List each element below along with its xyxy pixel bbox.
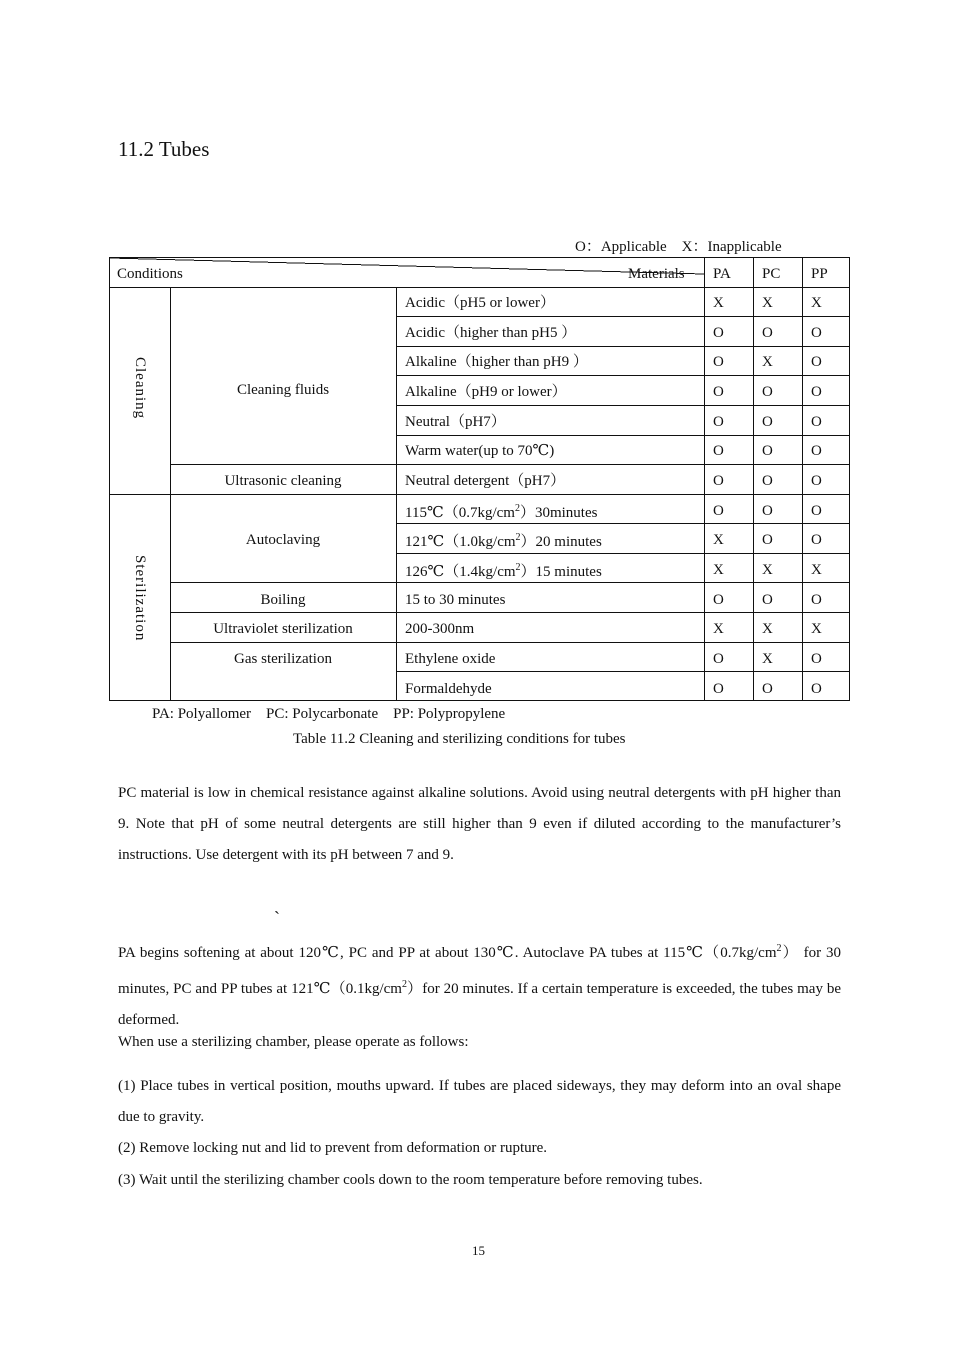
table-cell-pa: X [713, 562, 724, 578]
table-cell-pa: O [713, 384, 724, 400]
table-row-condition: Warm water(up to 70℃) [405, 443, 555, 459]
table-cell-pp: O [811, 681, 822, 697]
table-cell-pa: O [713, 592, 724, 608]
table-row-condition: 200-300nm [405, 621, 475, 637]
table-cell-pp: X [811, 295, 822, 311]
table-row-condition: Ethylene oxide [405, 651, 496, 667]
table-cell-pa: O [713, 325, 724, 341]
step-1: (1) Place tubes in vertical position, mouths upward. If tubes are placed sideways, they may deform into an oval shape due to gravity. [118, 1078, 841, 1125]
abbreviation-note: PA: Polyallomer PC: Polycarbonate PP: Polypropylene [152, 706, 506, 722]
step-3: (3) Wait until the sterilizing chamber cools down to the room temperature before removing tubes. [118, 1172, 703, 1188]
superscript: 2 [776, 943, 782, 954]
method-cleaning-fluids: Cleaning fluids [236, 382, 330, 398]
table-cell-pp: X [811, 562, 822, 578]
conditions-table [109, 257, 850, 701]
table-cell-pa: O [713, 443, 724, 459]
table-cell-pc: O [762, 503, 773, 519]
table-cell-pc: O [762, 414, 773, 430]
table-cell-pa: O [713, 354, 724, 370]
column-header-pc: PC [762, 266, 781, 282]
table-cell-pp: O [811, 443, 822, 459]
paragraph-pc-resistance: PC material is low in chemical resistance against alkaline solutions. Avoid using neutral detergents with pH higher than 9. Note that pH of some neutral detergents are still higher than 9 even if diluted according to the manufacturer’s instructions. Use detergent with its pH between 7 and 9. [118, 785, 841, 863]
table-cell-pc: O [762, 325, 773, 341]
table-cell-pp: O [811, 325, 822, 341]
condition-text: 115℃（0.7kg/cm [405, 505, 515, 521]
column-header-pa: PA [713, 266, 731, 282]
condition-text: ）20 minutes [520, 534, 602, 550]
corner-materials-label: Materials [628, 266, 685, 282]
paragraph-text: ） for 30 minutes, PC and PP tubes at 121℃（0.1kg/cm [118, 945, 841, 997]
table-cell-pc: O [762, 592, 773, 608]
table-caption: Table 11.2 Cleaning and sterilizing conditions for tubes [293, 731, 626, 747]
condition-text: 121℃（1.0kg/cm [405, 534, 516, 550]
table-cell-pp: O [811, 414, 822, 430]
chamber-intro: When use a sterilizing chamber, please operate as follows: [118, 1034, 469, 1050]
table-row-condition: Acidic（pH5 or lower） [405, 295, 555, 311]
table-cell-pp: O [811, 532, 822, 548]
superscript: 2 [515, 562, 521, 573]
table-cell-pc: X [762, 621, 773, 637]
table-cell-pa: O [713, 503, 724, 519]
superscript: 2 [401, 979, 407, 990]
method-gas-sterilization: Gas sterilization [234, 651, 332, 667]
table-row-condition: 15 to 30 minutes [405, 592, 506, 608]
method-boiling: Boiling [260, 592, 306, 608]
section-heading: 11.2 Tubes [118, 137, 210, 161]
method-uv-sterilization: Ultraviolet sterilization [213, 621, 353, 637]
table-cell-pp: O [811, 473, 822, 489]
table-row-condition [405, 504, 597, 521]
table-cell-pc: X [762, 562, 773, 578]
table-cell-pp: X [811, 621, 822, 637]
condition-text: ）30minutes [519, 505, 598, 521]
group-label-sterilization: Sterilization [132, 555, 148, 642]
table-cell-pp: O [811, 384, 822, 400]
method-autoclaving: Autoclaving [245, 532, 321, 548]
step-2: (2) Remove locking nut and lid to prevent from deformation or rupture. [118, 1140, 548, 1156]
table-cell-pc: O [762, 443, 773, 459]
superscript: 2 [514, 503, 520, 514]
table-cell-pc: X [762, 354, 773, 370]
table-cell-pa: X [713, 621, 724, 637]
superscript: 2 [515, 532, 521, 543]
table-cell-pa: O [713, 473, 724, 489]
table-cell-pc: O [762, 532, 773, 548]
table-cell-pp: O [811, 592, 822, 608]
table-row-condition: Neutral（pH7） [405, 414, 506, 430]
table-row-condition: Formaldehyde [405, 681, 492, 697]
table-cell-pa: O [713, 681, 724, 697]
paragraph-text: ）for 20 minutes. If a certain temperature is exceeded, the tubes may be deformed. [118, 981, 841, 1028]
table-cell-pc: O [762, 681, 773, 697]
table-row-condition: Alkaline（higher than pH9 ） [405, 354, 588, 370]
table-cell-pp: O [811, 354, 822, 370]
condition-text: ）15 minutes [520, 564, 602, 580]
table-legend: O：Applicable X：Inapplicable [575, 239, 782, 255]
table-cell-pc: O [762, 473, 773, 489]
table-cell-pc: X [762, 295, 773, 311]
page-number: 15 [472, 1243, 485, 1258]
table-cell-pc: X [762, 651, 773, 667]
table-cell-pp: O [811, 651, 822, 667]
table-row-condition: Acidic（higher than pH5 ） [405, 325, 577, 341]
table-row-condition [405, 563, 602, 580]
table-cell-pa: O [713, 651, 724, 667]
table-cell-pa: X [713, 532, 724, 548]
table-row-condition: Neutral detergent（pH7） [405, 473, 566, 489]
table-row-condition [405, 533, 602, 550]
table-cell-pp: O [811, 503, 822, 519]
stray-mark: ` [274, 908, 280, 928]
table-cell-pa: X [713, 295, 724, 311]
group-label-cleaning: Cleaning [132, 357, 148, 420]
corner-conditions-label: Conditions [117, 266, 183, 282]
table-cell-pa: O [713, 414, 724, 430]
column-header-pp: PP [811, 266, 828, 282]
paragraph-autoclave [118, 933, 841, 1036]
paragraph-text: PA begins softening at about 120℃, PC and PP at about 130℃. Autoclave PA tubes at 115℃（0.7kg/cm [118, 945, 777, 961]
condition-text: 126℃（1.4kg/cm [405, 564, 516, 580]
table-row-condition: Alkaline（pH9 or lower） [405, 384, 567, 400]
table-cell-pc: O [762, 384, 773, 400]
method-ultrasonic-cleaning: Ultrasonic cleaning [224, 473, 342, 489]
